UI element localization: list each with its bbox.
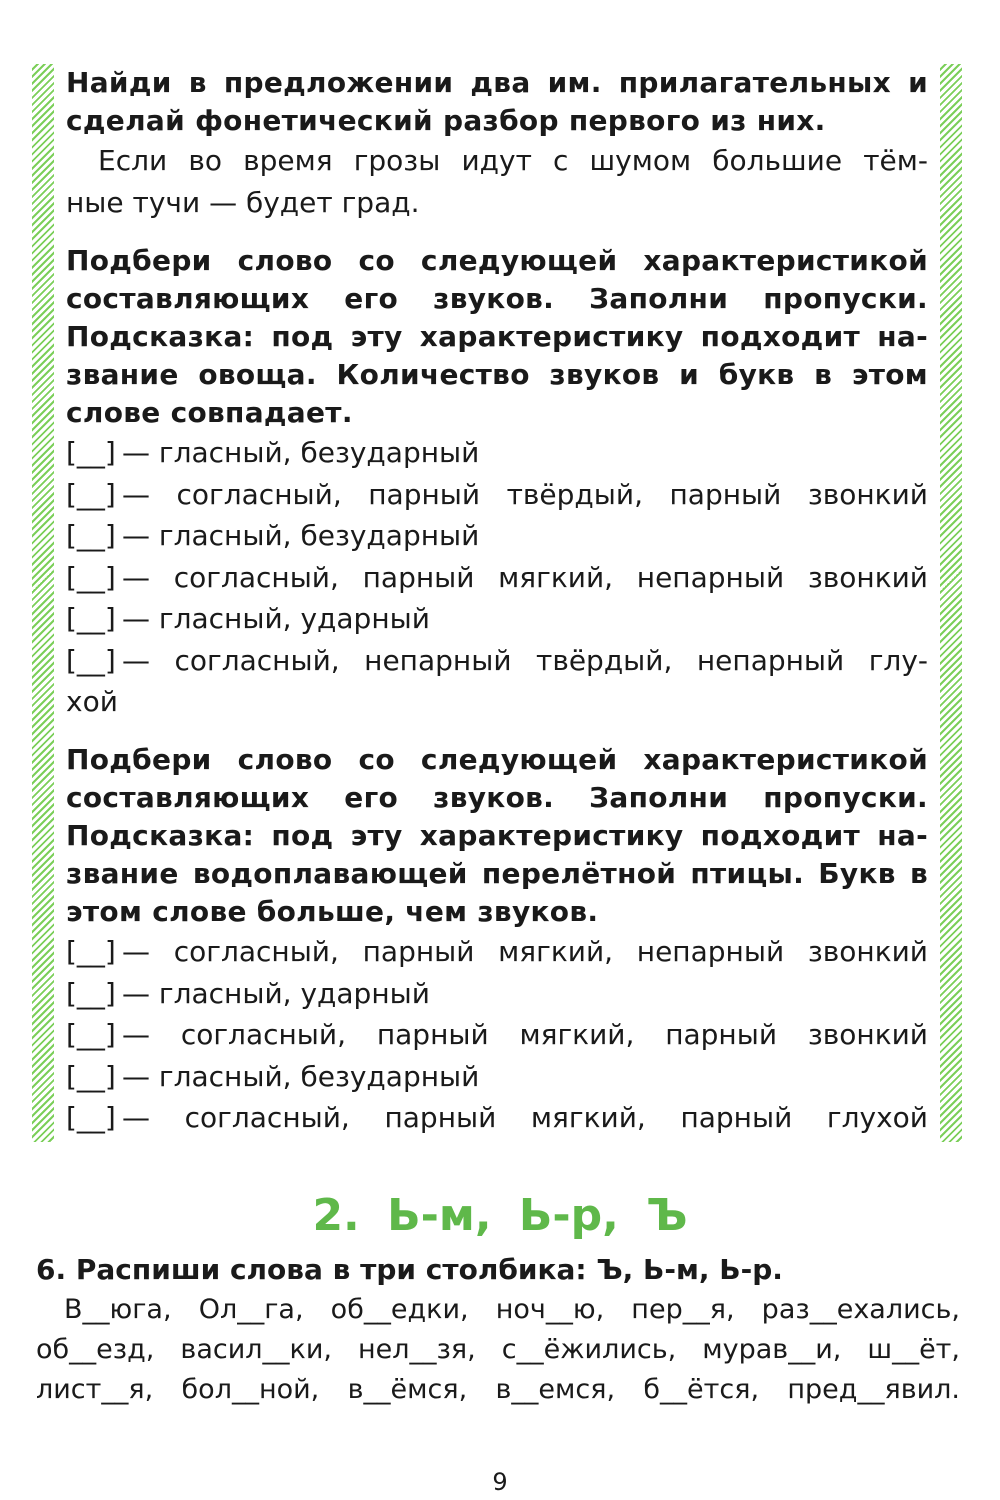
ex3-instruction-line: звание водоплавающей перелётной птицы. Букв в — [66, 857, 928, 890]
task-6-words-line: об__езд, васил__ки, нел__зя, с__ёжились, мурав__и, ш__ёт, — [36, 1334, 960, 1365]
sound-row — [66, 557, 928, 599]
sound-blank[interactable]: [__] — [66, 560, 116, 594]
ex3-instruction-line: составляющих его звуков. Заполни пропуски. — [66, 781, 928, 814]
exercise-content — [66, 64, 928, 1139]
sound-description: — гласный, безударный — [122, 519, 480, 552]
sound-blank[interactable]: [__] — [66, 602, 116, 635]
sound-row — [66, 515, 928, 557]
sound-description: — согласный, парный мягкий, непарный звонкий — [122, 935, 928, 968]
section-heading: 2. Ь-м, Ь-р, Ъ — [312, 1190, 688, 1241]
ex3-instruction-line: Подбери слово со следующей характеристикой — [66, 743, 928, 776]
ex2-instruction-line: звание овоща. Количество звуков и букв в этом — [66, 358, 928, 391]
sound-row — [66, 1014, 928, 1056]
task-6-words-line: лист__я, бол__ной, в__ёмся, в__емся, б__ётся, пред__явил. — [36, 1374, 960, 1405]
task-6-title: 6. Распиши слова в три столбика: Ъ, Ь-м, Ь-р. — [36, 1253, 783, 1286]
sound-blank[interactable]: [__] — [66, 643, 116, 677]
task-6 — [36, 1250, 960, 1410]
ex3-instruction-line: этом слове больше, чем звуков. — [66, 895, 599, 928]
sound-description-continuation: хой — [66, 685, 118, 718]
sound-blank[interactable]: [__] — [66, 976, 116, 1010]
ex1-sentence-line: Если во время грозы идут с шумом большие тём- — [98, 144, 928, 177]
sound-blank[interactable]: [__] — [66, 935, 116, 968]
sound-blank[interactable]: [__] — [66, 1018, 116, 1051]
ex1-instruction-line: сделай фонетический разбор первого из них. — [66, 104, 826, 137]
sound-row — [66, 973, 928, 1015]
ex1-sentence-line: ные тучи — будет град. — [66, 186, 420, 219]
sound-blank[interactable]: [__] — [66, 519, 116, 552]
sound-row — [66, 640, 928, 682]
sound-description: — согласный, непарный твёрдый, непарный глу- — [122, 643, 928, 677]
ex2-instruction-line: Подсказка: под эту характеристику подходит на- — [66, 320, 928, 353]
sound-description: — согласный, парный мягкий, непарный звонкий — [122, 560, 928, 594]
sound-row — [66, 474, 928, 516]
sound-description: — согласный, парный твёрдый, парный звонкий — [122, 477, 928, 511]
sound-description: — гласный, безударный — [122, 436, 480, 469]
task-6-words-line: В__юга, Ол__га, об__едки, ноч__ю, пер__я, раз__ехались, — [64, 1294, 960, 1325]
right-hatch-border — [940, 64, 962, 1142]
sound-row — [66, 1056, 928, 1098]
sound-description: — гласный, ударный — [122, 976, 430, 1010]
page-number: 9 — [492, 1468, 508, 1496]
sound-blank[interactable]: [__] — [66, 477, 116, 511]
sound-blank[interactable]: [__] — [66, 436, 116, 469]
sound-description: — согласный, парный мягкий, парный звонкий — [122, 1018, 928, 1051]
sound-row — [66, 432, 928, 474]
sound-description: — согласный, парный мягкий, парный глухой — [122, 1101, 928, 1134]
sound-blank[interactable]: [__] — [66, 1059, 116, 1093]
ex2-instruction-line: Подбери слово со следующей характеристикой — [66, 244, 928, 277]
sound-description: — гласный, безударный — [122, 1059, 480, 1093]
ex2-instruction-line: составляющих его звуков. Заполни пропуски. — [66, 282, 928, 315]
ex3-instruction-line: Подсказка: под эту характеристику подходит на- — [66, 819, 928, 852]
sound-row — [66, 598, 928, 640]
sound-row — [66, 1097, 928, 1139]
ex1-instruction-line: Найди в предложении два им. прилагательных и — [66, 66, 928, 99]
sound-row — [66, 931, 928, 973]
ex2-instruction-line: слове совпадает. — [66, 396, 353, 429]
exercise-frame — [32, 64, 962, 1142]
sound-blank[interactable]: [__] — [66, 1101, 116, 1134]
left-hatch-border — [32, 64, 54, 1142]
sound-description: — гласный, ударный — [122, 602, 430, 635]
